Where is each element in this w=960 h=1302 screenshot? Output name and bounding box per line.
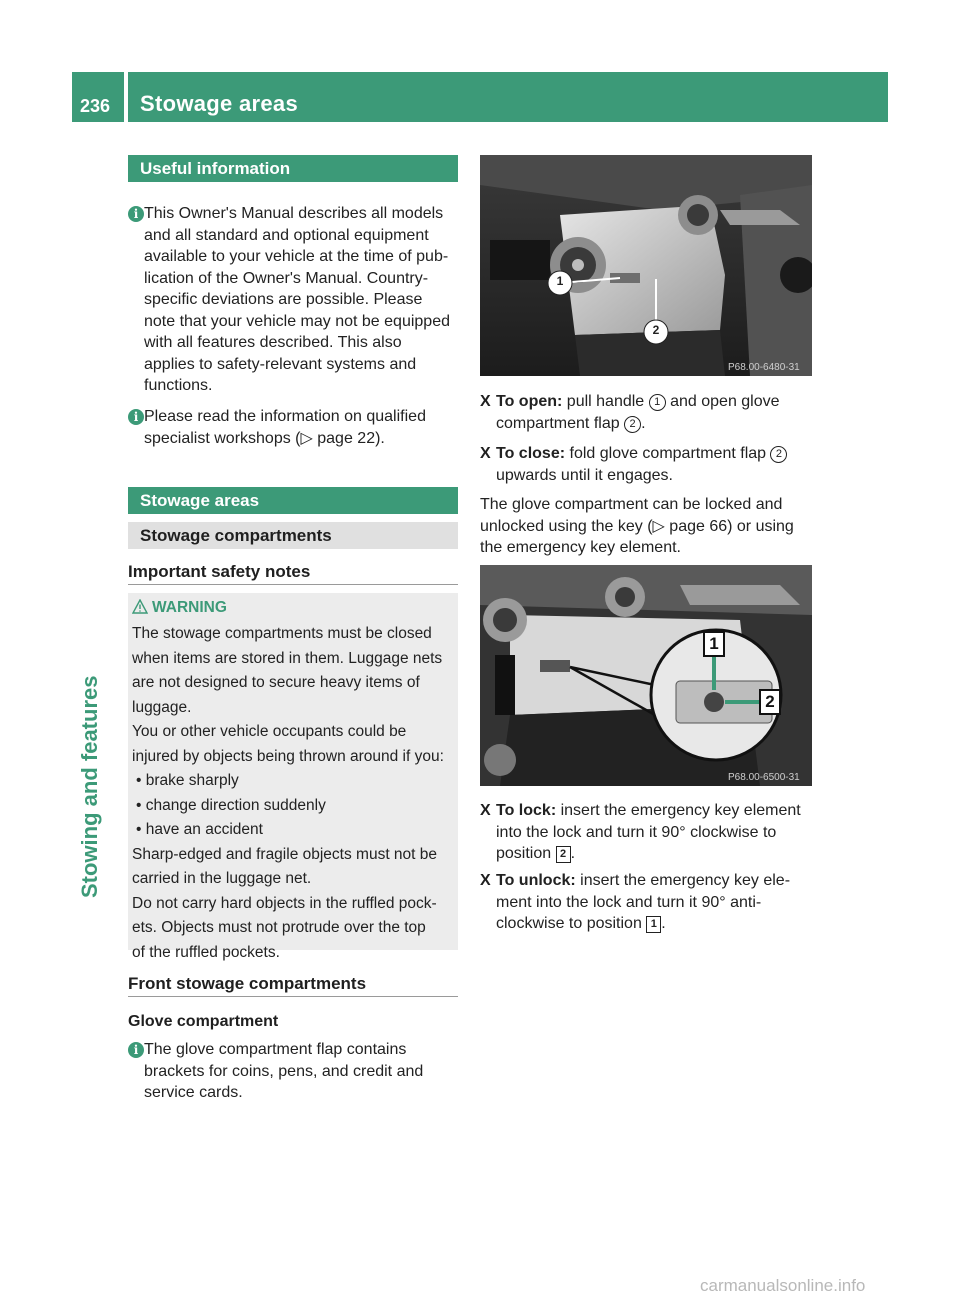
text-line: unlocked using the key (▷ page 66) or using xyxy=(480,517,794,535)
side-tab xyxy=(75,478,115,898)
text-line: when items are stored in them. Luggage nets xyxy=(132,649,443,667)
warning-bullet: • change direction suddenly xyxy=(136,796,326,814)
callout-2: 2 xyxy=(765,692,775,711)
glove-lock-photo xyxy=(480,565,812,786)
text-line: carried in the luggage net. xyxy=(132,870,312,887)
watermark: carmanualsonline.info xyxy=(700,1276,866,1295)
side-tab-label: Stowing and features xyxy=(77,675,102,898)
lock-paragraph xyxy=(480,494,815,559)
text-line: functions. xyxy=(144,377,213,394)
glove-text xyxy=(144,1039,458,1104)
text-line: of the ruffled pockets. xyxy=(132,943,280,961)
step-lock: X To lock: insert the emergency key element into the lock and turn it 90° clockwise to position 2 . xyxy=(480,802,801,862)
warning-bullet: • have an accident xyxy=(136,821,263,838)
warning-text xyxy=(132,623,458,966)
text-line: available to your vehicle at the time of pub- xyxy=(144,248,449,265)
section-bar-useful-info xyxy=(128,155,458,182)
text-line: Please read the information on qualified xyxy=(144,408,426,425)
text-line: You or other vehicle occupants could be xyxy=(132,723,407,740)
text-line: service cards. xyxy=(144,1084,243,1101)
text-line: The glove compartment flap contains xyxy=(144,1041,407,1058)
text-line: the emergency key element. xyxy=(480,539,681,556)
section-bar-stowage-compartments xyxy=(128,522,458,549)
warning-icon xyxy=(132,599,148,619)
text-line: specific deviations are possible. Please xyxy=(144,291,423,308)
section-bar-stowage-areas xyxy=(128,487,458,514)
front-stowage-heading: Front stowage compartments xyxy=(128,974,367,993)
text-line: specialist workshops (▷ page 22). xyxy=(144,429,385,447)
step-marker: X xyxy=(480,802,491,819)
text-line: injured by objects being thrown around if you: xyxy=(132,747,444,765)
text-line: applies to safety-relevant systems and xyxy=(144,355,417,373)
callout-ref: 1 xyxy=(649,394,666,411)
page-number: 236 xyxy=(80,96,111,116)
callout-1: 1 xyxy=(709,634,719,653)
stowage-compartments-heading: Stowage compartments xyxy=(140,526,332,545)
info-icon: i xyxy=(128,1042,144,1058)
text-line: ets. Objects must not protrude over the top xyxy=(132,919,426,936)
position-ref: 1 xyxy=(646,916,661,933)
step-close: X To close: fold glove compartment flap 2 upwards until it engages. xyxy=(480,443,815,486)
text-line: This Owner's Manual describes all models xyxy=(144,205,444,222)
info-icon: i xyxy=(128,409,144,425)
callout-1: 1 xyxy=(556,274,564,288)
warning-label: WARNING xyxy=(152,599,227,616)
stowage-areas-heading: Stowage areas xyxy=(140,491,260,510)
glove-heading: Glove compartment xyxy=(128,1013,279,1030)
useful-info-text-1 xyxy=(144,203,463,397)
text-line: with all features described. This also xyxy=(144,334,402,351)
useful-info-text-2 xyxy=(144,406,463,449)
step-unlock: X To unlock: insert the emergency key ele- ment into the lock and turn it 90° anti- clockwise to position 1 . xyxy=(480,872,791,932)
heading-rule xyxy=(128,996,458,997)
page-title: Stowage areas xyxy=(140,91,298,116)
useful-info-item-1 xyxy=(128,203,463,397)
glove-info xyxy=(128,1039,458,1104)
useful-info-heading: Useful information xyxy=(140,159,291,178)
step-marker: X xyxy=(480,393,491,410)
step-open: X To open: pull handle 1 and open glove compartment flap 2 . xyxy=(480,393,780,432)
text-line: The glove compartment can be locked and xyxy=(480,496,783,513)
text-line: note that your vehicle may not be equipped xyxy=(144,312,450,330)
text-line: luggage. xyxy=(132,698,192,716)
warning-bullet: • brake sharply xyxy=(136,772,239,789)
text-line: brackets for coins, pens, and credit and xyxy=(144,1062,424,1080)
callout-ref: 2 xyxy=(624,416,641,433)
text-line: Sharp-edged and fragile objects must not be xyxy=(132,845,438,863)
figure-code: P68.00-6500-31 xyxy=(728,772,800,783)
useful-info-item-2 xyxy=(128,406,463,449)
text-line: are not designed to secure heavy items of xyxy=(132,674,420,691)
info-icon: i xyxy=(128,206,144,222)
glove-compartment-photo xyxy=(480,155,812,376)
text-line: The stowage compartments must be closed xyxy=(132,625,432,642)
text-line: lication of the Owner's Manual. Country- xyxy=(144,269,429,287)
callout-ref: 2 xyxy=(770,446,787,463)
text-line: Do not carry hard objects in the ruffled pock- xyxy=(132,894,437,912)
step-marker: X xyxy=(480,872,491,889)
figure-code: P68.00-6480-31 xyxy=(728,362,800,373)
heading-rule xyxy=(128,584,458,585)
step-marker: X xyxy=(480,445,491,462)
warning-box xyxy=(128,593,458,961)
callout-2: 2 xyxy=(652,323,660,337)
safety-heading: Important safety notes xyxy=(128,562,311,581)
position-ref: 2 xyxy=(556,846,571,863)
text-line: and all standard and optional equipment xyxy=(144,226,429,244)
